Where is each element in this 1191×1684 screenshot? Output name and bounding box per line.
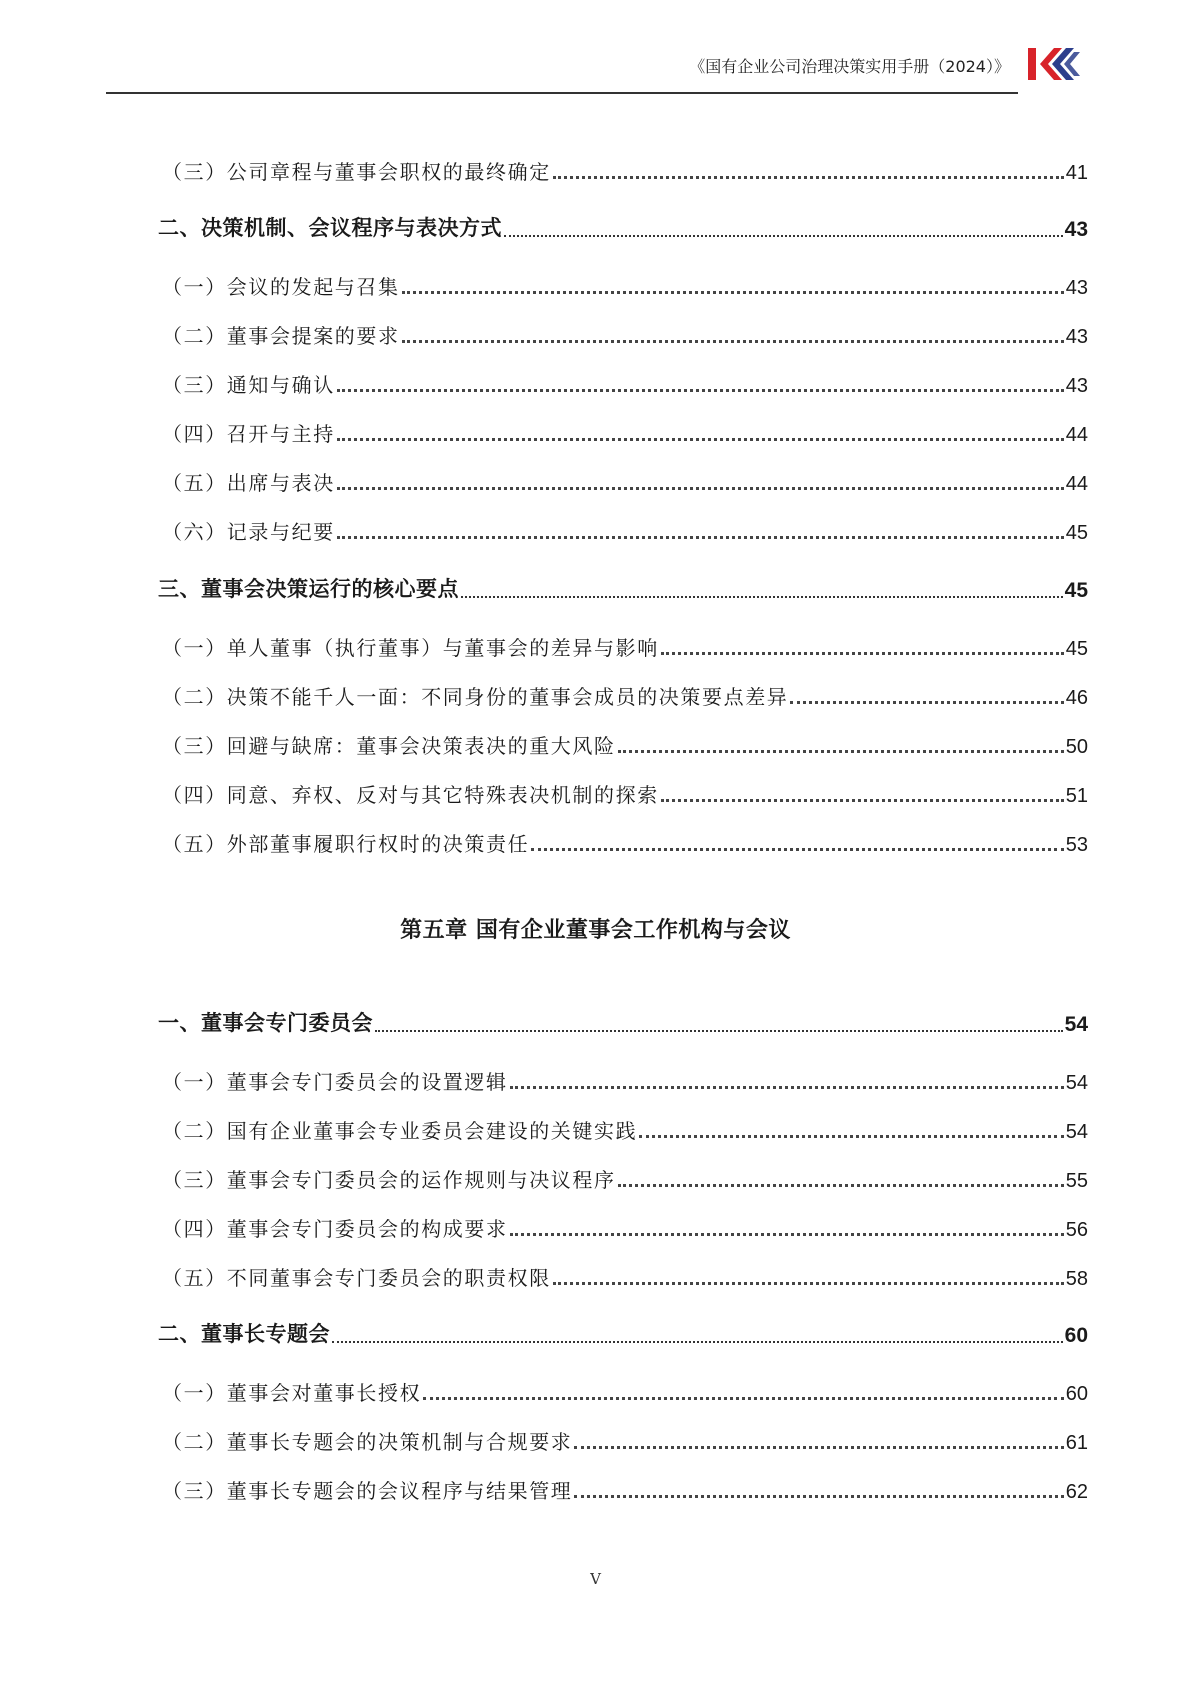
toc-entry-title: （四）同意、弃权、反对与其它特殊表决机制的探索 [162, 783, 659, 807]
toc-page-number: 61 [1065, 1432, 1088, 1454]
toc-page-number: 62 [1065, 1481, 1088, 1503]
toc-entry-title: （二）董事长专题会的决策机制与合规要求 [162, 1430, 573, 1454]
toc-entry-title: （五）不同董事会专门委员会的职责权限 [162, 1266, 551, 1290]
toc-entry[interactable] [162, 1261, 1088, 1291]
toc-entry-title: （三）董事会专门委员会的运作规则与决议程序 [162, 1168, 616, 1192]
toc-section-entry[interactable] [158, 1007, 1088, 1037]
toc-leader-dots [553, 1279, 1064, 1285]
toc-page-number: 55 [1065, 1170, 1088, 1192]
toc-entry[interactable] [162, 466, 1088, 496]
toc-leader-dots [402, 288, 1064, 294]
toc-page-number: 43 [1065, 326, 1088, 348]
toc-entry[interactable] [162, 319, 1088, 349]
toc-entry-title: （三）通知与确认 [162, 373, 335, 397]
toc-leader-dots [553, 173, 1064, 179]
toc-page-number: 45 [1065, 638, 1088, 660]
toc-page-number: 50 [1065, 736, 1088, 758]
toc-page-number: 43 [1065, 375, 1088, 397]
toc-entry-title: （五）出席与表决 [162, 471, 335, 495]
toc-entry-title: 二、董事长专题会 [158, 1322, 330, 1346]
toc-leader-dots [531, 845, 1064, 851]
toc-leader-dots [661, 796, 1064, 802]
toc-entry-title: （四）召开与主持 [162, 422, 335, 446]
toc-page-number: 44 [1065, 473, 1088, 495]
toc-entry[interactable] [162, 778, 1088, 808]
toc-leader-dots [337, 386, 1064, 392]
chapter-title: 第五章 国有企业董事会工作机构与会议 [400, 918, 791, 943]
toc-entry[interactable] [162, 827, 1088, 857]
toc-leader-dots [510, 1083, 1064, 1089]
toc-leader-dots [337, 435, 1064, 441]
toc-leader-dots [510, 1230, 1064, 1236]
toc-entry[interactable] [162, 270, 1088, 300]
toc-entry[interactable] [162, 368, 1088, 398]
toc-leader-dots [618, 1181, 1064, 1187]
toc-page-number: 60 [1065, 1383, 1088, 1405]
toc-entry[interactable] [162, 1425, 1088, 1455]
toc-leader-dots [618, 747, 1064, 753]
toc-page-number: 54 [1064, 1013, 1088, 1036]
toc-entry-title: （四）董事会专门委员会的构成要求 [162, 1217, 508, 1241]
toc-page-number: 41 [1065, 162, 1088, 184]
toc-entry[interactable] [162, 1474, 1088, 1504]
toc-page-number: 43 [1065, 277, 1088, 299]
toc-entry-title: （二）董事会提案的要求 [162, 324, 400, 348]
toc-leader-dots [337, 484, 1064, 490]
toc-leader-dots [574, 1492, 1063, 1498]
toc-entry-title: （一）董事会专门委员会的设置逻辑 [162, 1070, 508, 1094]
toc-page-number: 46 [1065, 687, 1088, 709]
toc-leader-dots [504, 233, 1063, 237]
toc-entry-title: 二、决策机制、会议程序与表决方式 [158, 216, 502, 240]
toc-entry-title: （五）外部董事履职行权时的决策责任 [162, 832, 530, 856]
toc-entry[interactable] [162, 631, 1088, 661]
toc-entry[interactable] [162, 1212, 1088, 1242]
toc-entry-title: （三）回避与缺席：董事会决策表决的重大风险 [162, 734, 616, 758]
toc-entry-title: （一）会议的发起与召集 [162, 275, 400, 299]
toc-leader-dots [574, 1443, 1063, 1449]
toc-entry-title: 一、董事会专门委员会 [158, 1011, 373, 1035]
toc-leader-dots [639, 1132, 1064, 1138]
toc-entry-title: （一）单人董事（执行董事）与董事会的差异与影响 [162, 636, 659, 660]
toc-page-number: 45 [1065, 522, 1088, 544]
toc-section-entry[interactable] [158, 212, 1088, 242]
toc-entry[interactable] [162, 1376, 1088, 1406]
toc-entry-title: （二）决策不能千人一面：不同身份的董事会成员的决策要点差异 [162, 685, 789, 709]
toc-section-entry[interactable] [158, 1318, 1088, 1348]
toc-entry[interactable] [162, 1163, 1088, 1193]
toc-entry[interactable] [162, 680, 1088, 710]
toc-leader-dots [423, 1394, 1064, 1400]
header-title: 《国有企业公司治理决策实用手册（2024）》 [689, 57, 1010, 76]
toc-page-number: 56 [1065, 1219, 1088, 1241]
toc-entry[interactable] [162, 1114, 1088, 1144]
toc-page-number: 60 [1064, 1324, 1088, 1347]
toc-entry-title: （三）董事长专题会的会议程序与结果管理 [162, 1479, 573, 1503]
toc-entry-title: （三）公司章程与董事会职权的最终确定 [162, 160, 551, 184]
header-rule [106, 92, 1018, 94]
page-number: V [590, 1570, 601, 1588]
publisher-logo [1028, 42, 1080, 86]
toc-leader-dots [332, 1339, 1063, 1343]
toc-entry-title: （一）董事会对董事长授权 [162, 1381, 422, 1405]
toc-entry-title: 三、董事会决策运行的核心要点 [158, 577, 459, 601]
toc-leader-dots [461, 594, 1063, 598]
toc-entry[interactable] [162, 515, 1088, 545]
toc-page-number: 58 [1065, 1268, 1088, 1290]
toc-leader-dots [375, 1028, 1063, 1032]
toc-page-number: 45 [1064, 579, 1088, 602]
toc-entry-title: （二）国有企业董事会专业委员会建设的关键实践 [162, 1119, 638, 1143]
toc-page-number: 44 [1065, 424, 1088, 446]
toc-page-number: 54 [1065, 1072, 1088, 1094]
toc-entry[interactable] [162, 729, 1088, 759]
toc-entry[interactable] [162, 155, 1088, 185]
toc-entry[interactable] [162, 417, 1088, 447]
toc-leader-dots [661, 649, 1064, 655]
toc-page-number: 43 [1064, 218, 1088, 241]
toc-entry-title: （六）记录与纪要 [162, 520, 335, 544]
toc-leader-dots [402, 337, 1064, 343]
toc-leader-dots [337, 533, 1064, 539]
toc-entry[interactable] [162, 1065, 1088, 1095]
toc-page-number: 51 [1065, 785, 1088, 807]
toc-page-number: 53 [1065, 834, 1088, 856]
toc-section-entry[interactable] [158, 573, 1088, 603]
logo-bar-icon [1028, 48, 1036, 80]
toc-page-number: 54 [1065, 1121, 1088, 1143]
toc-leader-dots [790, 698, 1063, 704]
